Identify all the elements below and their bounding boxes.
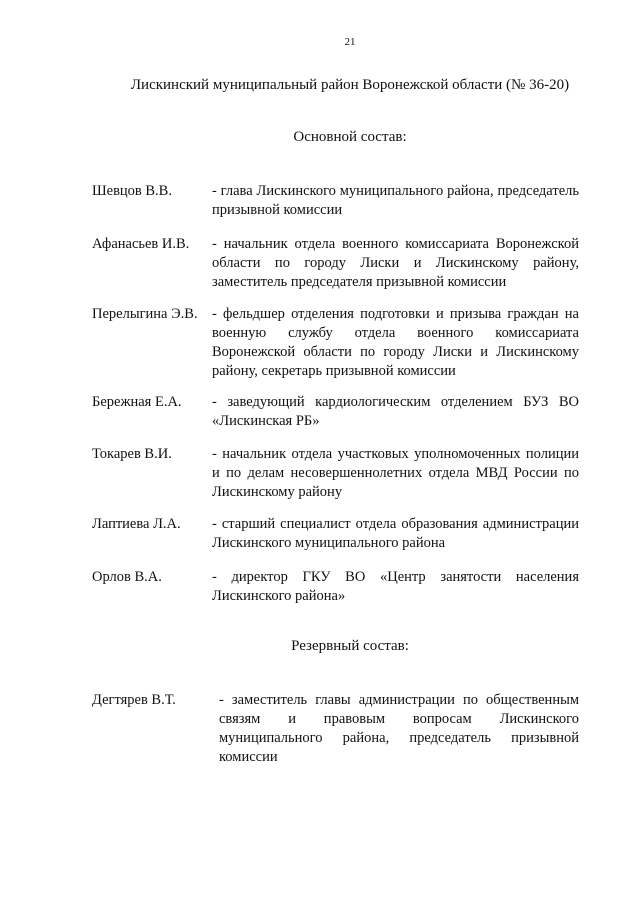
member-role: - фельдшер отделения подготовки и призыва граждан на военную службу отдела военного комиссариата Воронежской области по городу Лиски и Лискинскому району, секретарь призывной комиссии [212, 306, 579, 379]
member-role: - начальник отдела участковых уполномоченных полиции и по делам несовершеннолетних отдела МВД России по Лискинскому району [212, 446, 579, 500]
member-name: Бережная Е.А. [92, 394, 182, 410]
member-name: Орлов В.А. [92, 569, 162, 585]
member-role: - директор ГКУ ВО «Центр занятости населения Лискинского района» [212, 569, 579, 604]
district-title: Лискинский муниципальный район Воронежской области (№ 36-20) [130, 77, 570, 93]
main-composition-heading: Основной состав: [293, 129, 407, 145]
member-name: Лаптиева Л.А. [92, 516, 181, 532]
member-name: Афанасьев И.В. [92, 236, 190, 252]
member-role: - заведующий кардиологическим отделением БУЗ ВО «Лискинская РБ» [212, 394, 579, 429]
member-name: Шевцов В.В. [92, 183, 172, 199]
member-name: Перелыгина Э.В. [92, 306, 198, 322]
member-name: Токарев В.И. [92, 446, 172, 462]
page-number: 21 [344, 36, 356, 48]
member-role: - начальник отдела военного комиссариата Воронежской области по городу Лиски и Лискинскому району, заместитель председателя призывной комиссии [212, 236, 579, 290]
member-name: Дегтярев В.Т. [92, 692, 176, 708]
reserve-composition-heading: Резервный состав: [291, 638, 409, 654]
member-role: - заместитель главы администрации по общественным связям и правовым вопросам Лискинского муниципального района, председатель призывной комиссии [219, 692, 579, 765]
member-role: - старший специалист отдела образования администрации Лискинского муниципального района [212, 516, 579, 551]
member-role: - глава Лискинского муниципального района, председатель призывной комиссии [212, 183, 579, 218]
